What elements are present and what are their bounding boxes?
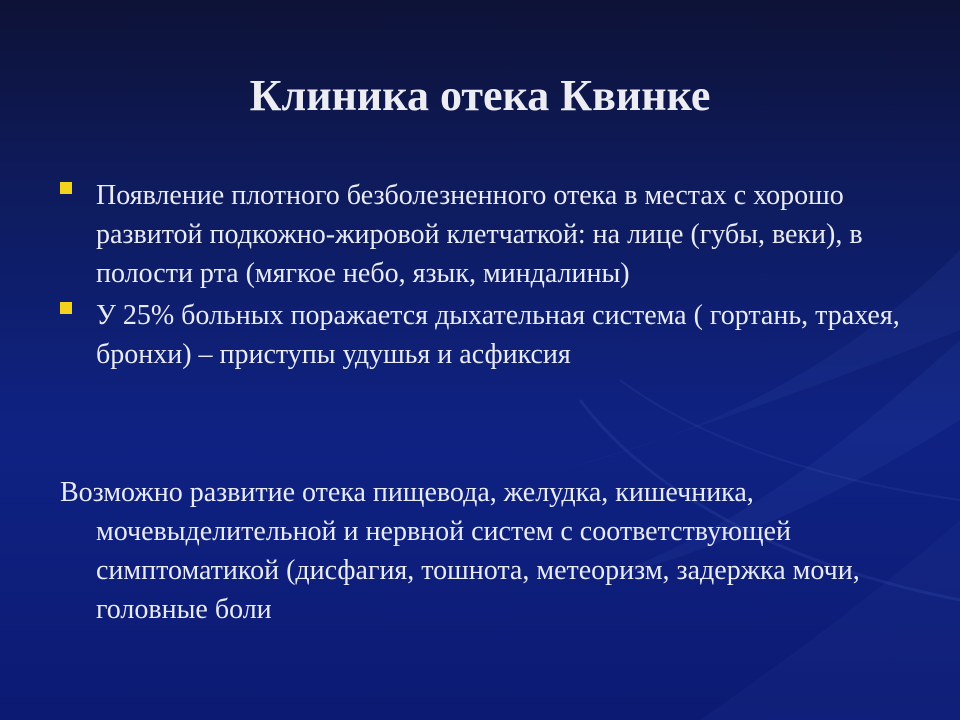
slide-title: Клиника отека Квинке — [249, 71, 711, 120]
bullet-item — [60, 176, 920, 293]
bullet-text: Появление плотного безболезненного отека в местах с хорошо развитой подкожно-жировой клетчаткой: на лице (губы, веки), в полости рта (мягкое небо, язык, миндалины) — [96, 180, 863, 289]
paragraph-text: Возможно развитие отека пищевода, желудка, кишечника, мочевыделительной и нервной систем с соответствующей симптоматикой (дисфагия, тошнота, метеоризм, задержка мочи, головные боли — [60, 477, 860, 625]
bullet-item — [60, 296, 920, 374]
square-bullet-icon — [60, 302, 72, 314]
bullet-text: У 25% больных поражается дыхательная система ( гортань, трахея, бронхи) – приступы удушья и асфиксия — [96, 300, 900, 370]
square-bullet-icon — [60, 182, 72, 194]
bullet-list — [60, 176, 920, 377]
